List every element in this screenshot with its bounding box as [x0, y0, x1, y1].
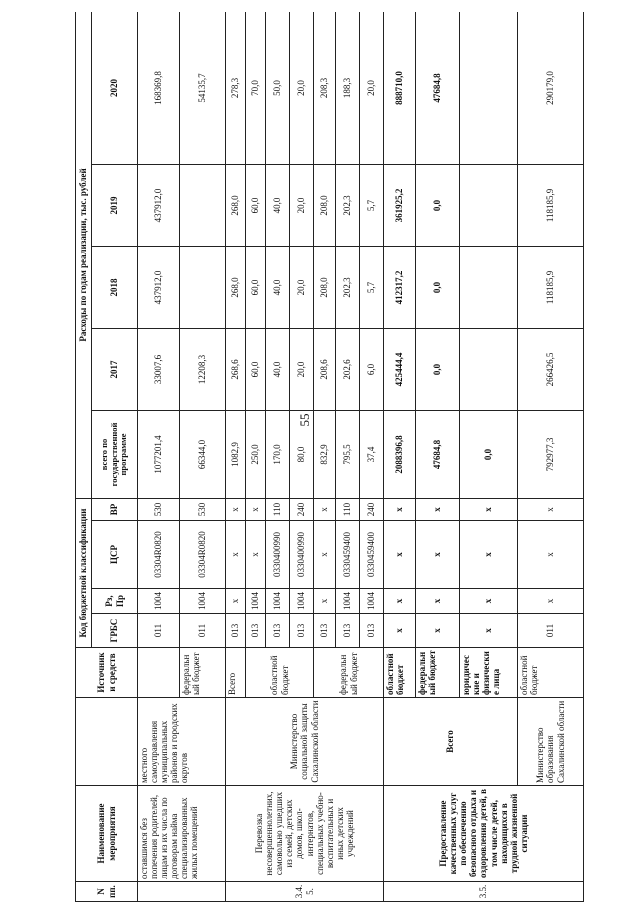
- source: [138, 648, 180, 698]
- vr: 530: [138, 498, 180, 520]
- value-2018: 5,7: [360, 246, 384, 328]
- csr: 0330459400: [360, 521, 384, 589]
- vr: 110: [336, 498, 360, 520]
- total: 66344,0: [180, 410, 226, 498]
- col-2017-header: 2017: [92, 328, 138, 410]
- total: 832,9: [314, 410, 336, 498]
- rzpr: х: [314, 589, 336, 614]
- value-2017: 20,0: [290, 328, 314, 410]
- col-csr-header: ЦСР: [92, 521, 138, 589]
- actor: Министерство социальной защиты Сахалинской области: [226, 698, 384, 786]
- vr: х: [384, 498, 416, 520]
- grbs: х: [384, 614, 416, 648]
- value-2019: 268,0: [226, 164, 246, 246]
- csr: х: [384, 521, 416, 589]
- col-2019-header: 2019: [92, 164, 138, 246]
- value-2019: 208,0: [314, 164, 336, 246]
- value-2020: 168369,8: [138, 12, 180, 164]
- value-2018: 20,0: [290, 246, 314, 328]
- source: областной бюджет: [518, 648, 584, 698]
- value-2020: 188,3: [336, 12, 360, 164]
- value-2018: 268,0: [226, 246, 246, 328]
- grbs: 013: [360, 614, 384, 648]
- col-source-header: Источники средств: [76, 648, 138, 698]
- value-2017: 12208,3: [180, 328, 226, 410]
- total: 1082,9: [226, 410, 246, 498]
- value-2020: [460, 12, 518, 164]
- csr: х: [518, 521, 584, 589]
- source: федеральный бюджет: [314, 648, 384, 698]
- total: 792977,3: [518, 410, 584, 498]
- value-2019: 40,0: [266, 164, 290, 246]
- rzpr: 1004: [266, 589, 290, 614]
- value-2019: 0,0: [416, 164, 460, 246]
- value-2017: 266426,5: [518, 328, 584, 410]
- col-bk-header: Код бюджетной классификации: [76, 498, 92, 647]
- vr: х: [226, 498, 246, 520]
- grbs: 011: [138, 614, 180, 648]
- value-2020: 20,0: [360, 12, 384, 164]
- program-expenses-table: [75, 12, 584, 902]
- rzpr: 1004: [360, 589, 384, 614]
- value-2017: 6,0: [360, 328, 384, 410]
- source: областной бюджет: [246, 648, 314, 698]
- csr: х: [226, 521, 246, 589]
- vr: х: [314, 498, 336, 520]
- table-row: [518, 12, 584, 902]
- value-2019: 5,7: [360, 164, 384, 246]
- page-number: 55: [297, 413, 312, 427]
- value-2018: [460, 246, 518, 328]
- value-2018: [180, 246, 226, 328]
- grbs: х: [416, 614, 460, 648]
- vr: х: [518, 498, 584, 520]
- value-2020: 20,0: [290, 12, 314, 164]
- total: 795,5: [336, 410, 360, 498]
- vr: 240: [360, 498, 384, 520]
- total: 170,0: [266, 410, 290, 498]
- value-2018: 202,3: [336, 246, 360, 328]
- value-2020: 70,0: [246, 12, 266, 164]
- total: 250,0: [246, 410, 266, 498]
- vr: х: [460, 498, 518, 520]
- csr: 0330459400: [336, 521, 360, 589]
- csr: 03304R0820: [138, 521, 180, 589]
- value-2020: 888710,0: [384, 12, 416, 164]
- grbs: 013: [314, 614, 336, 648]
- grbs: х: [460, 614, 518, 648]
- value-2020: 54135,7: [180, 12, 226, 164]
- rzpr: х: [518, 589, 584, 614]
- rzpr: 1004: [246, 589, 266, 614]
- value-2017: 60,0: [246, 328, 266, 410]
- csr: х: [314, 521, 336, 589]
- total: 2088396,8: [384, 410, 416, 498]
- grbs: 013: [246, 614, 266, 648]
- value-2018: 40,0: [266, 246, 290, 328]
- rzpr: х: [416, 589, 460, 614]
- value-2019: 20,0: [290, 164, 314, 246]
- total: 80,0: [290, 410, 314, 498]
- total: 37,4: [360, 410, 384, 498]
- col-exp-header: Расходы по годам реализации, тыс. рублей: [76, 12, 92, 498]
- table-row: [226, 12, 246, 902]
- value-2018: 412317,2: [384, 246, 416, 328]
- table-row: [138, 12, 180, 902]
- vr: х: [416, 498, 460, 520]
- rzpr: 1004: [180, 589, 226, 614]
- vr: 530: [180, 498, 226, 520]
- value-2017: 40,0: [266, 328, 290, 410]
- value-2017: [460, 328, 518, 410]
- csr: 03304R0820: [180, 521, 226, 589]
- value-2017: 425444,4: [384, 328, 416, 410]
- value-2017: 268,6: [226, 328, 246, 410]
- value-2020: 208,3: [314, 12, 336, 164]
- col-vr-header: ВР: [92, 498, 138, 520]
- value-2020: 50,0: [266, 12, 290, 164]
- value-2019: [180, 164, 226, 246]
- value-2018: 208,0: [314, 246, 336, 328]
- landscape-table-area: [75, 12, 605, 902]
- value-2018: 60,0: [246, 246, 266, 328]
- csr: х: [246, 521, 266, 589]
- value-2019: 361925,2: [384, 164, 416, 246]
- value-2017: 202,6: [336, 328, 360, 410]
- rzpr: 1004: [336, 589, 360, 614]
- value-2017: 0,0: [416, 328, 460, 410]
- source: федеральный бюджет: [180, 648, 226, 698]
- csr: 0330400990: [266, 521, 290, 589]
- value-2019: 437912,0: [138, 164, 180, 246]
- source: областной бюджет: [384, 648, 416, 698]
- table-row: [384, 12, 416, 902]
- csr: 0330400990: [290, 521, 314, 589]
- rotated-page: [75, 12, 605, 902]
- source: федеральный бюджет: [416, 648, 460, 698]
- source: юридические и физические лица: [460, 648, 518, 698]
- col-2020-header: 2020: [92, 12, 138, 164]
- grbs: 013: [226, 614, 246, 648]
- actor: местного самоуправления муниципальных районов и городских округов: [138, 698, 226, 786]
- grbs: 011: [518, 614, 584, 648]
- measure-name: оставшимся без попечения родителей, лицам из их числа по договорам найма специализированных жилых помещений: [138, 786, 226, 882]
- col-actor-header: [76, 698, 138, 786]
- col-rzpr-header: Рз, Пр: [92, 589, 138, 614]
- value-2017: 208,6: [314, 328, 336, 410]
- actor: Министерство образования Сахалинской области: [518, 698, 584, 786]
- value-2019: 118185,9: [518, 164, 584, 246]
- value-2019: [460, 164, 518, 246]
- col-total-header: всего по государственной программе: [92, 410, 138, 498]
- value-2019: 60,0: [246, 164, 266, 246]
- value-2017: 33007,6: [138, 328, 180, 410]
- rzpr: х: [460, 589, 518, 614]
- vr: х: [246, 498, 266, 520]
- col-grbs-header: ГРБС: [92, 614, 138, 648]
- row-number: 3.4.5.: [226, 882, 384, 902]
- value-2020: 47684,8: [416, 12, 460, 164]
- csr: х: [460, 521, 518, 589]
- grbs: 011: [180, 614, 226, 648]
- actor: Всего: [384, 698, 518, 786]
- value-2018: 437912,0: [138, 246, 180, 328]
- col-name-header: Наименование мероприятия: [76, 786, 138, 882]
- total: 0,0: [460, 410, 518, 498]
- rzpr: 1004: [290, 589, 314, 614]
- col-n-header: N пп.: [76, 882, 138, 902]
- vr: 110: [266, 498, 290, 520]
- value-2018: 118185,9: [518, 246, 584, 328]
- measure-name: Перевозка несовершеннолетних, самовольно ушедших из семей, детских домов, школ-интернатов, специальных учебно-воспитательных и иных детских учреждений: [226, 786, 384, 882]
- measure-name: Предоставление качественных услуг по обеспечению безопасного отдыха и оздоровления детей, в том числе детей, находящихся в трудной жизненной ситуации: [384, 786, 584, 882]
- value-2020: 278,3: [226, 12, 246, 164]
- total: 1077201,4: [138, 410, 180, 498]
- header-row-1: [76, 12, 92, 902]
- grbs: 013: [336, 614, 360, 648]
- rzpr: х: [226, 589, 246, 614]
- row-number: [138, 882, 226, 902]
- value-2018: 0,0: [416, 246, 460, 328]
- rzpr: 1004: [138, 589, 180, 614]
- grbs: 013: [290, 614, 314, 648]
- vr: 240: [290, 498, 314, 520]
- csr: х: [416, 521, 460, 589]
- total: 47684,8: [416, 410, 460, 498]
- value-2019: 202,3: [336, 164, 360, 246]
- col-2018-header: 2018: [92, 246, 138, 328]
- grbs: 013: [266, 614, 290, 648]
- row-number: 3.5.: [384, 882, 584, 902]
- source: Всего: [226, 648, 246, 698]
- value-2020: 290179,0: [518, 12, 584, 164]
- rzpr: х: [384, 589, 416, 614]
